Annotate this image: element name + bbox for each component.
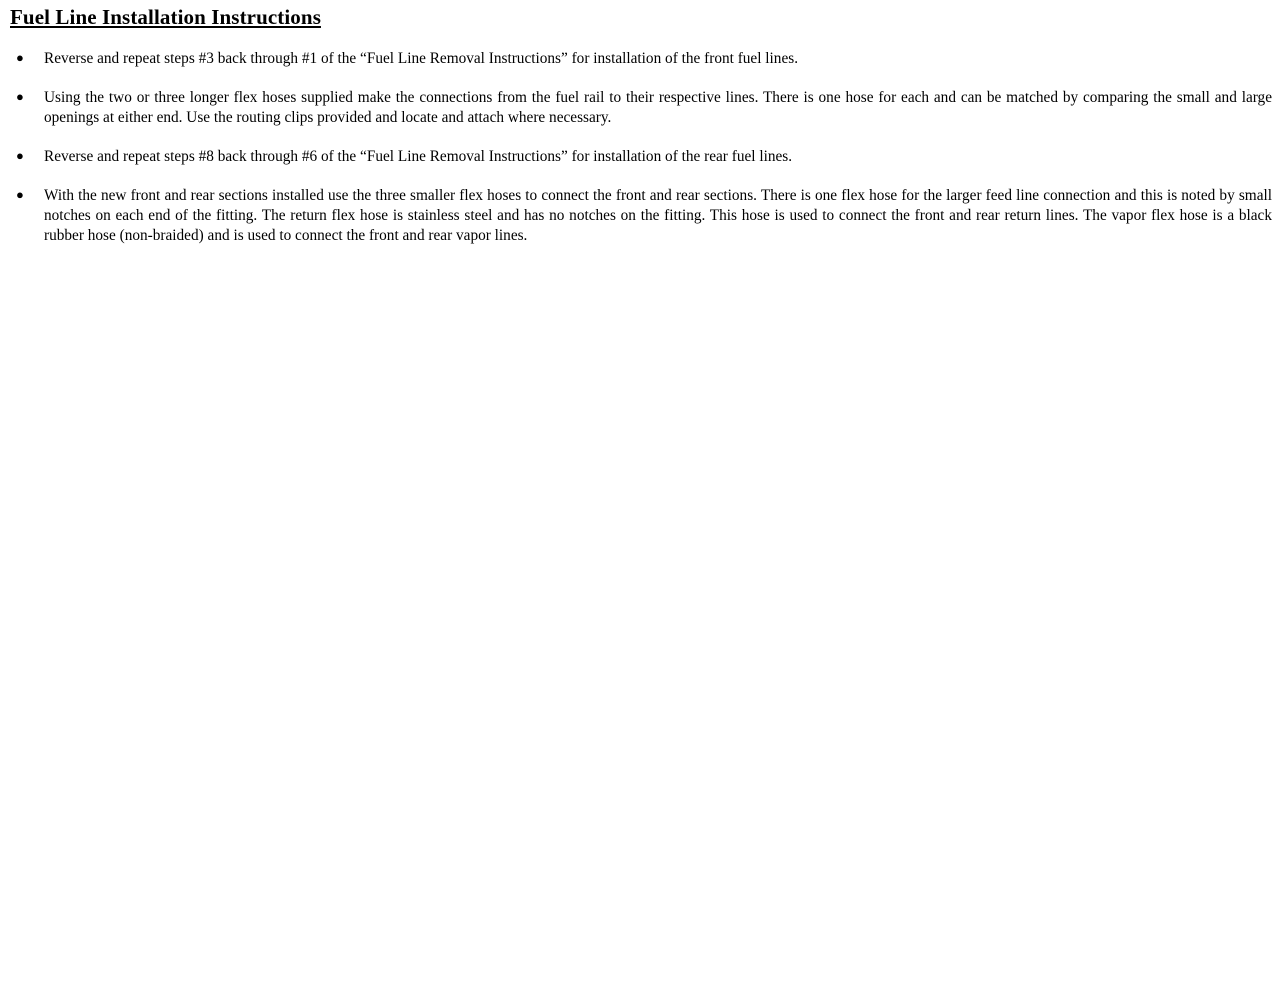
bullet-icon: ●	[16, 89, 24, 105]
instruction-list	[10, 49, 1276, 245]
list-item-text: Reverse and repeat steps #8 back through #6 of the “Fuel Line Removal Instructions” for installation of the rear fuel lines.	[44, 147, 793, 165]
list-item	[10, 186, 1276, 246]
page-title: Fuel Line Installation Instructions	[10, 5, 321, 29]
list-item	[10, 147, 1276, 167]
list-item-text: With the new front and rear sections installed use the three smaller flex hoses to connect the front and rear sections. There is one flex hose for the larger feed line connection and this is noted by small notches on each end of the fitting. The return flex hose is stainless steel and has no notches on the fitting. This hose is used to connect the front and rear return lines. The vapor flex hose is a black rubber hose (non-braided) and is used to connect the front and rear vapor lines.	[44, 186, 1272, 244]
list-item-text: Reverse and repeat steps #3 back through #1 of the “Fuel Line Removal Instructions” for installation of the front fuel lines.	[44, 50, 799, 68]
list-item	[10, 88, 1276, 128]
list-item	[10, 49, 1276, 69]
bullet-icon: ●	[16, 50, 24, 66]
bullet-icon: ●	[16, 186, 24, 202]
bullet-icon: ●	[16, 147, 24, 163]
list-item-text: Using the two or three longer flex hoses supplied make the connections from the fuel rail to their respective lines. There is one hose for each and can be matched by comparing the small and large openings at either end. Use the routing clips provided and locate and attach where necessary.	[44, 89, 1272, 126]
